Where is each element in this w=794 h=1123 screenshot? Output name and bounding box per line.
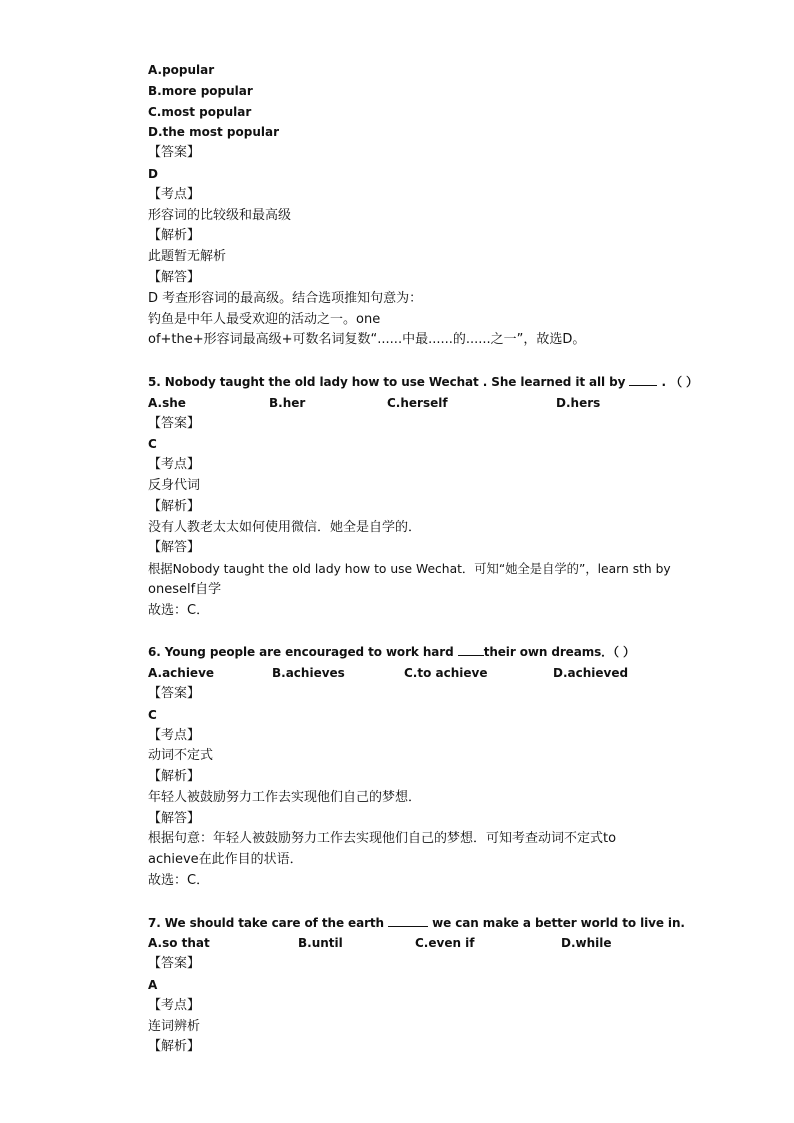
q7-stem-after: we can make a better world to live in. [428,915,685,930]
q4-option-a: A.popular [148,63,215,77]
q5-stem-before: 5. Nobody taught the old lady how to use Wechat . She learned it all by [148,374,630,389]
q7-option-c: C.even if [415,936,475,951]
q7-option-a: A.so that [148,936,210,951]
q5-analysis: 没有人教老太太如何使用微信．她全是自学的． [148,519,422,535]
q6-option-c: C.to achieve [404,666,488,681]
q4-option-d: D.the most popular [148,125,280,140]
q6-options [148,663,668,684]
q6-stem-before: 6. Young people are encouraged to work hard [148,645,458,660]
q7-point-label: 【考点】 [148,997,201,1013]
q7-stem [148,913,685,934]
q6-option-a: A.achieve [148,666,215,681]
q5-solution-line-1: 根据Nobody taught the old lady how to use Wechat．可知“她全是自学的”，learn sth by [148,562,671,577]
q5-option-b: B.her [269,395,306,410]
q6-solution-line-2: achieve在此作目的状语． [148,852,303,868]
q5-answer-label: 【答案】 [148,415,201,431]
q7-stem-before: 7. We should take care of the earth [148,915,389,930]
q5-stem-after: . （ ） [657,374,698,389]
q6-answer: C [148,707,157,722]
q4-analysis: 此题暂无解析 [148,249,227,265]
q6-answer-label: 【答案】 [148,685,201,701]
q5-analysis-label: 【解析】 [148,498,201,514]
q6-point-label: 【考点】 [148,727,201,743]
q5-options [148,393,668,414]
q4-analysis-label: 【解析】 [148,228,201,244]
q5-option-d: D.hers [556,395,601,410]
q4-option-c: C.most popular [148,104,252,119]
q4-point: 形容词的比较级和最高级 [148,207,292,223]
q7-blank [388,913,428,927]
q4-option-b: B.more popular [148,83,253,98]
q7-options [148,933,668,954]
q7-point: 连词辨析 [148,1018,201,1034]
q6-stem-after: their own dreams．（ ） [483,645,635,660]
q5-blank [629,372,657,386]
q6-point: 动词不定式 [148,748,214,764]
q6-solution-line-1: 根据句意：年轻人被鼓励努力工作去实现他们自己的梦想．可知考查动词不定式to [148,831,617,847]
q6-blank [458,642,484,656]
q5-option-c: C.herself [387,395,448,410]
q5-option-a: A.she [148,395,186,410]
q5-solution-label: 【解答】 [148,540,201,556]
q6-option-d: D.achieved [553,666,629,681]
q4-solution-line-3: of+the+形容词最高级+可数名词复数“......中最......的......之一”，故选D。 [148,332,586,348]
q4-solution-line-2: 钓鱼是中年人最受欢迎的活动之一。one [148,311,381,327]
q5-answer: C [148,437,157,452]
q5-solution-line-2: oneself自学 [148,581,222,597]
q7-option-b: B.until [298,936,343,951]
q4-solution-label: 【解答】 [148,269,201,285]
q5-point: 反身代词 [148,477,201,493]
q4-point-label: 【考点】 [148,186,201,202]
q7-analysis-label: 【解析】 [148,1039,201,1055]
q7-option-d: D.while [561,936,612,951]
q4-solution-line-1: D 考查形容词的最高级。结合选项推知句意为： [148,290,423,306]
q5-point-label: 【考点】 [148,457,201,473]
q5-stem [148,372,698,393]
q6-solution-line-3: 故选：C． [148,873,210,889]
q4-answer: D [148,166,158,181]
q7-answer-label: 【答案】 [148,956,201,972]
q5-solution-line-3: 故选：C． [148,602,210,618]
q6-solution-label: 【解答】 [148,810,201,826]
q6-analysis: 年轻人被鼓励努力工作去实现他们自己的梦想． [148,789,422,805]
q4-answer-label: 【答案】 [148,145,201,161]
q6-option-b: B.achieves [272,666,345,681]
q6-stem [148,642,668,663]
document-page [148,60,698,1058]
q7-answer: A [148,978,158,993]
q6-analysis-label: 【解析】 [148,769,201,785]
